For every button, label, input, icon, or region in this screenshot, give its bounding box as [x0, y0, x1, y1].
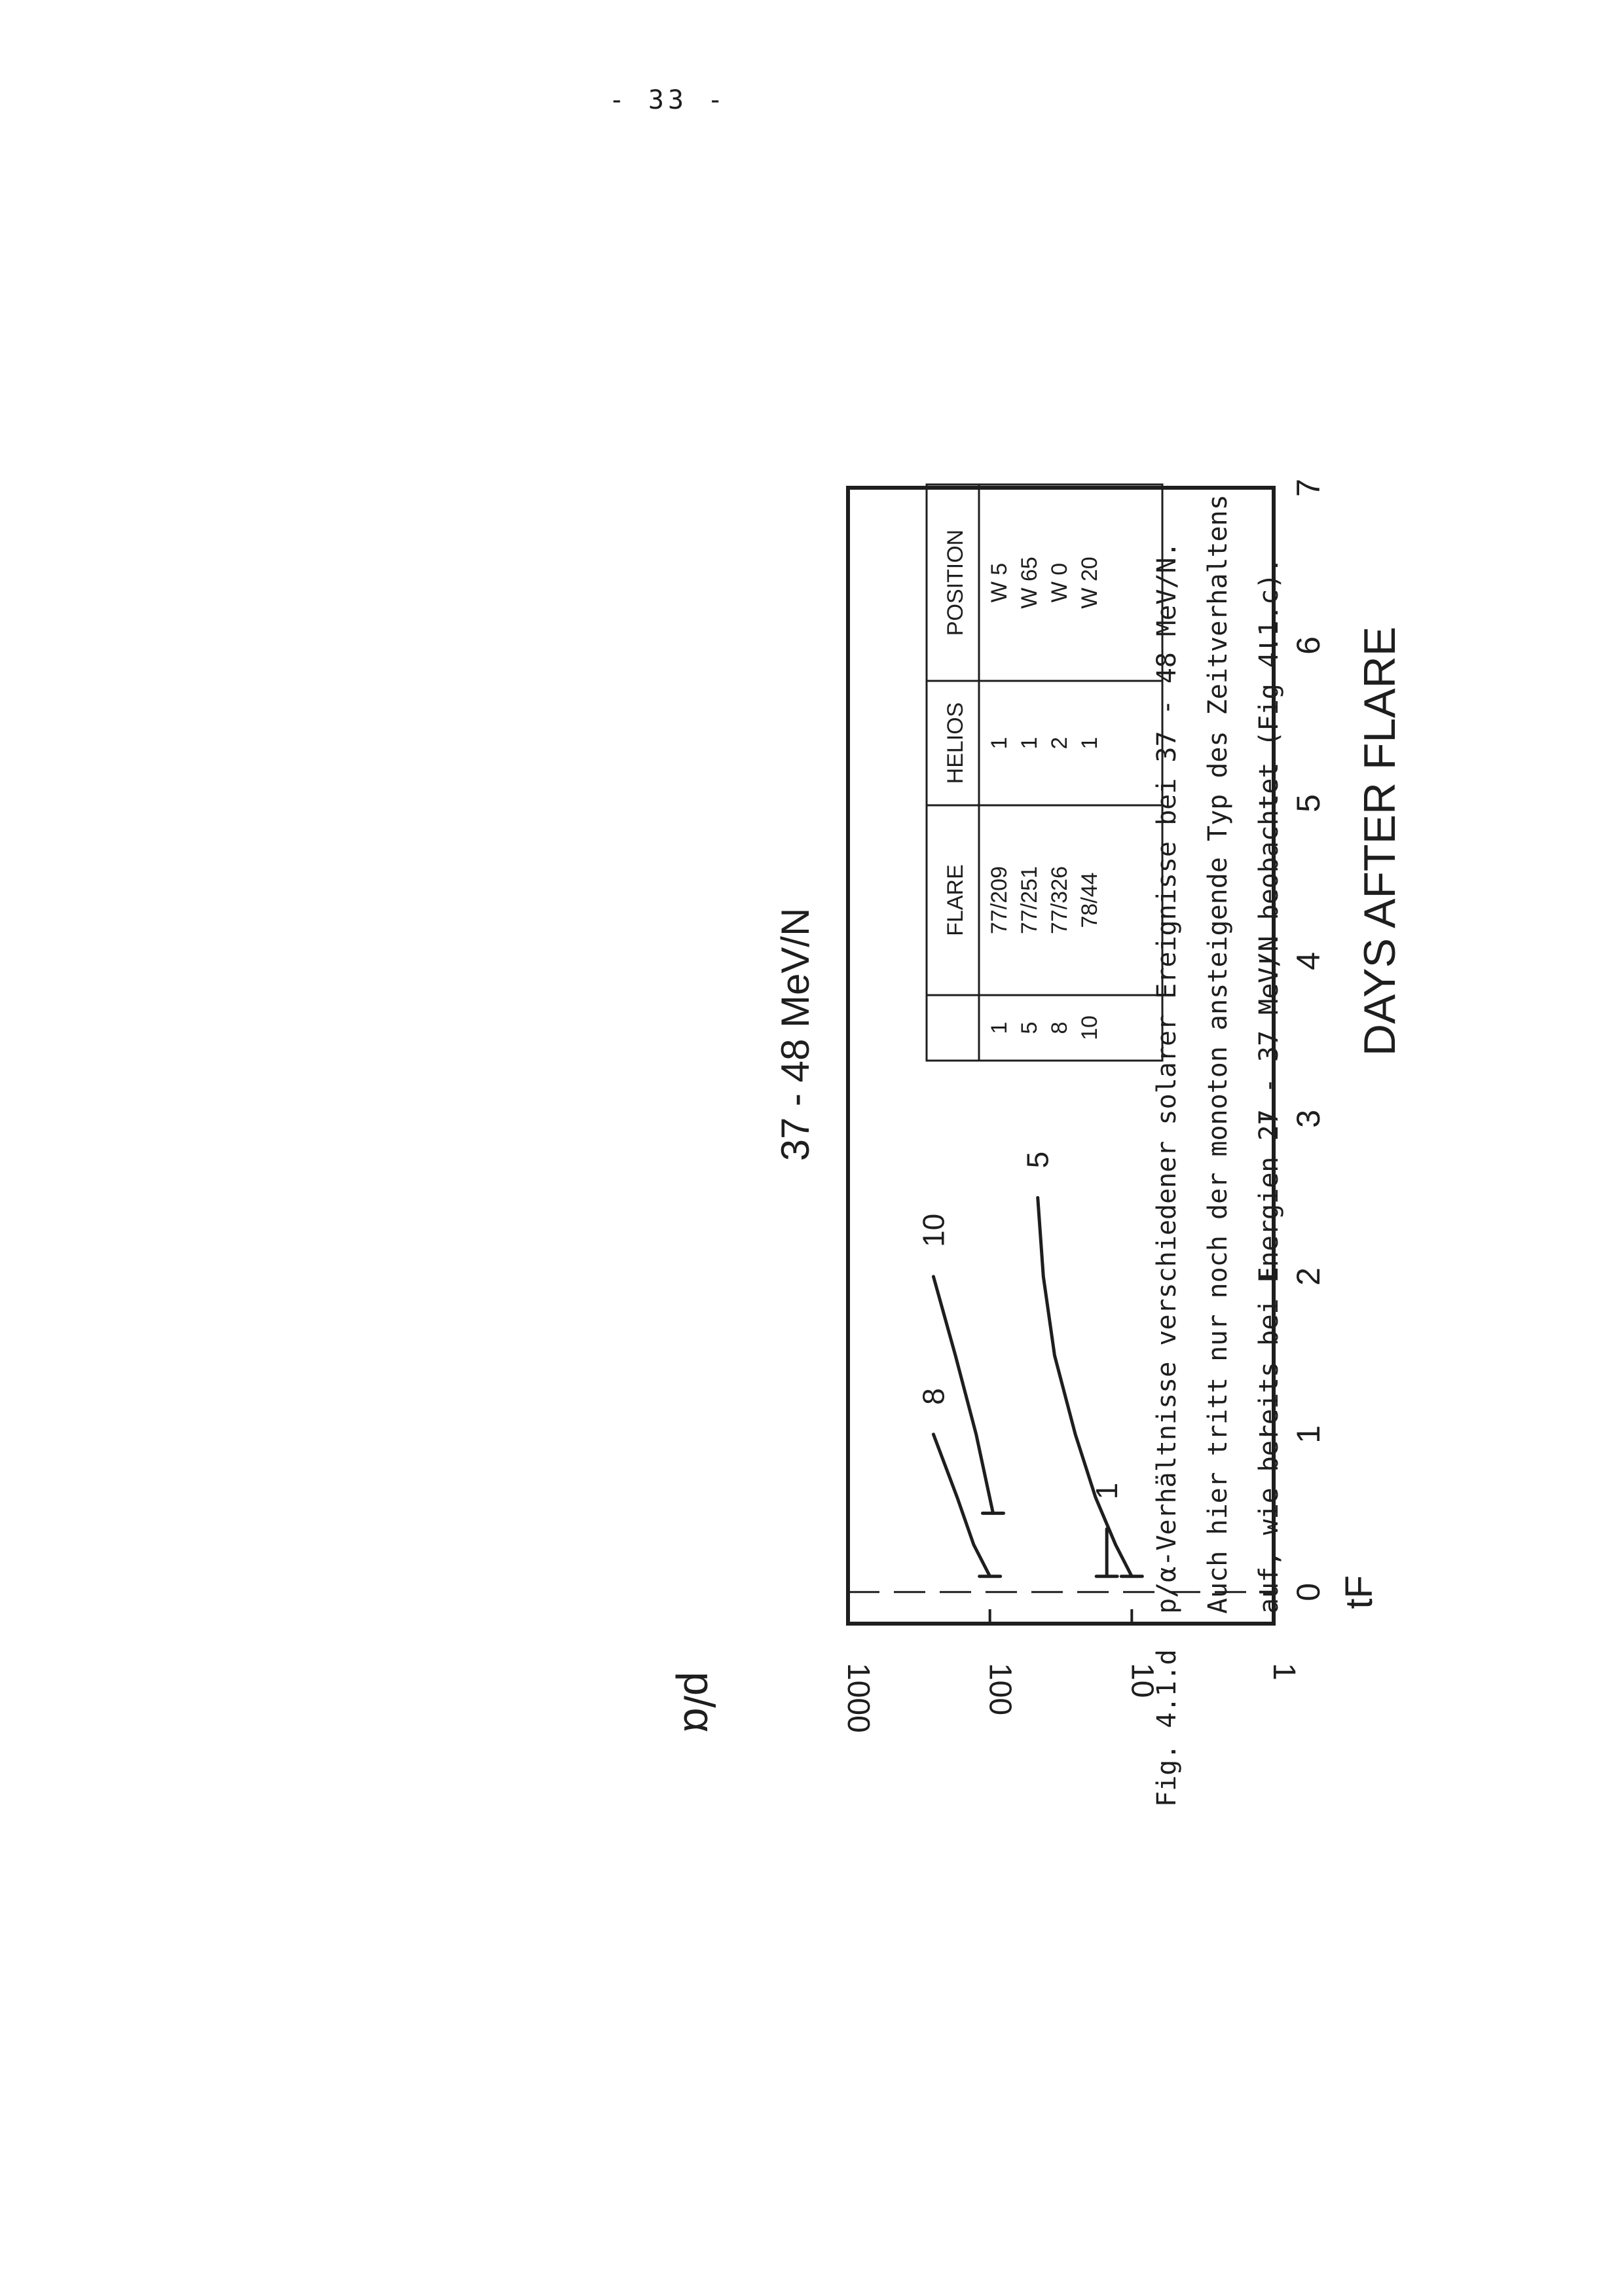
- x-tick-label: 1: [1290, 1425, 1327, 1444]
- legend-cell: W 20: [1077, 556, 1102, 609]
- y-tick-label: 1000: [841, 1663, 876, 1733]
- caption-line: p/α-Verhältnisse verschiedener solarer Ereignisse bei 37 - 48 MeV/N.: [1152, 541, 1182, 1614]
- legend-cell: 1: [1017, 737, 1042, 750]
- legend-cell: W 5: [987, 562, 1012, 603]
- y-tick-label: 10: [1124, 1663, 1160, 1698]
- legend-cell: 1: [987, 737, 1012, 750]
- legend-cell: 1: [1077, 737, 1102, 750]
- legend-cell: 77/251: [1017, 866, 1042, 934]
- legend-cell: 77/326: [1047, 866, 1072, 934]
- legend-cell: 10: [1077, 1015, 1102, 1040]
- series-8-label: 8: [916, 1388, 951, 1405]
- page-number: - 33 -: [608, 85, 728, 115]
- legend-cell: 2: [1047, 737, 1072, 750]
- y-axis-label: p/α: [675, 1671, 724, 1733]
- x-tick-label: 2: [1290, 1267, 1327, 1286]
- y-tick-label: 100: [982, 1663, 1018, 1716]
- legend-cell: W 0: [1047, 562, 1072, 603]
- figure-caption-text: [1152, 494, 1284, 1807]
- legend-cell: 78/44: [1077, 872, 1102, 928]
- x-tick-label: 6: [1290, 636, 1327, 655]
- caption-line: Auch hier tritt nur noch der monoton ansteigende Typ des Zeitverhaltens: [1203, 494, 1233, 1614]
- x-tick-label: 7: [1290, 479, 1327, 497]
- flare-time-marker-label: [1338, 1575, 1380, 1609]
- series-5-label: 5: [1020, 1151, 1055, 1169]
- legend-cell: 5: [1017, 1021, 1042, 1034]
- caption-line: auf, wie bereits bei Energien 27 - 37 MeV/N beobachtet (Fig 4.1.c).: [1254, 557, 1284, 1614]
- legend-cell: 77/209: [987, 866, 1012, 934]
- rotated-chart: [773, 479, 1405, 1624]
- legend-header: FLARE: [943, 864, 968, 936]
- legend-cell: W 65: [1017, 556, 1042, 609]
- series-5-line: [1038, 1197, 1132, 1576]
- legend-header: POSITION: [943, 529, 968, 636]
- x-tick-label: 5: [1290, 794, 1327, 812]
- x-tick-label: 4: [1290, 952, 1327, 970]
- chart-title: 37 - 48 MeV/N: [773, 907, 817, 1161]
- legend-table: [927, 484, 1162, 1061]
- series-layer: [916, 1152, 1142, 1576]
- legend-header: HELIOS: [943, 702, 968, 784]
- x-axis-label: DAYS AFTER FLARE: [1355, 626, 1405, 1057]
- y-tick-label: 1: [1266, 1663, 1301, 1681]
- series-1-label: 1: [1090, 1482, 1124, 1500]
- legend-cell: 1: [987, 1021, 1012, 1034]
- x-tick-label: 3: [1290, 1109, 1327, 1128]
- flare-time-label: tF: [1338, 1575, 1380, 1609]
- legend-cell: 8: [1047, 1021, 1072, 1034]
- caption-label: Fig. 4.1.d: [1152, 1649, 1182, 1807]
- series-10-label: 10: [916, 1213, 951, 1247]
- y-axis-ticks: [841, 1663, 1301, 1733]
- x-tick-label: 0: [1290, 1582, 1327, 1601]
